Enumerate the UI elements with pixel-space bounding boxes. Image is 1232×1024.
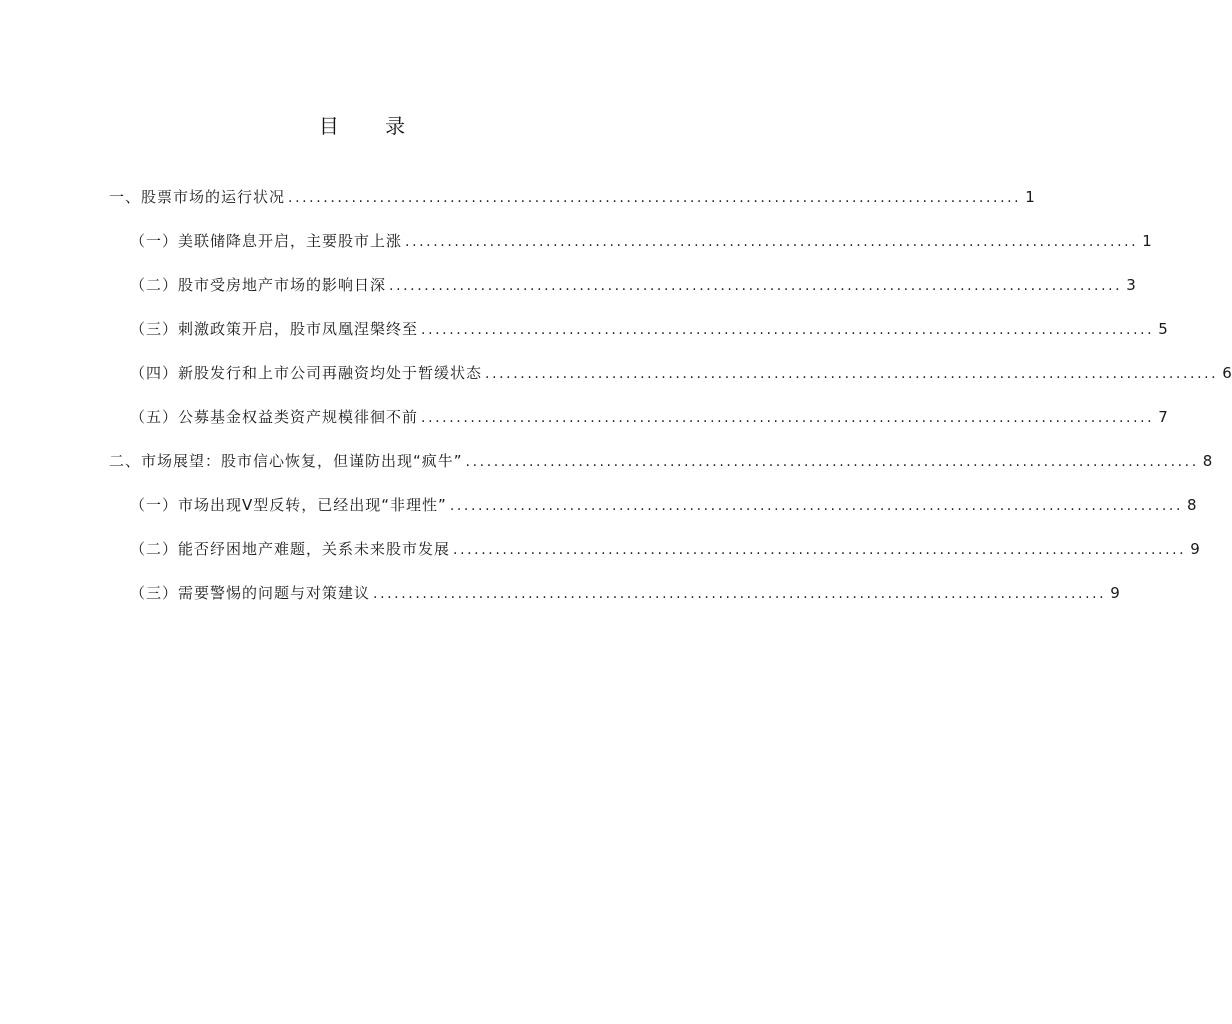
- toc-dot-leader: ........................................................................................................: [449, 498, 1184, 514]
- toc-entry-text: 二、市场展望：股市信心恢复，但谨防出现“疯牛”: [109, 452, 463, 470]
- toc-entry[interactable]: [130, 581, 1120, 605]
- toc-page-number: 6: [1222, 364, 1232, 382]
- toc-entry-text: （一）市场出现V型反转，已经出现“非理性”: [130, 496, 447, 514]
- toc-page-number: 9: [1110, 584, 1120, 602]
- toc-entry-text: （四）新股发行和上市公司再融资均处于暂缓状态: [130, 364, 483, 382]
- toc-entry[interactable]: [130, 405, 1168, 429]
- toc-entry-text: （一）美联储降息开启，主要股市上涨: [130, 232, 403, 250]
- toc-entry[interactable]: [109, 449, 1213, 473]
- toc-entry[interactable]: [109, 185, 1035, 209]
- toc-entry[interactable]: [130, 317, 1168, 341]
- toc-entry[interactable]: [130, 361, 1232, 385]
- toc-dot-leader: ........................................................................................................: [465, 454, 1199, 470]
- toc-page-number: 1: [1025, 188, 1035, 206]
- toc-dot-leader: ........................................................................................................: [421, 410, 1155, 426]
- toc-page-number: 5: [1158, 320, 1168, 338]
- toc-dot-leader: ........................................................................................................: [405, 234, 1139, 250]
- toc-dot-leader: ........................................................................................................: [373, 586, 1107, 602]
- toc-entry-text: （三）刺激政策开启，股市凤凰涅槃终至: [130, 320, 419, 338]
- toc-dot-leader: ........................................................................................................: [288, 190, 1022, 206]
- toc-dot-leader: ........................................................................................................: [453, 542, 1187, 558]
- toc-title: 目 录: [318, 114, 426, 138]
- toc-page-number: 8: [1187, 496, 1197, 514]
- toc-dot-leader: ........................................................................................................: [485, 366, 1219, 382]
- toc-entry[interactable]: [130, 229, 1152, 253]
- toc-dot-leader: ........................................................................................................: [389, 278, 1123, 294]
- toc-entry-text: （二）能否纾困地产难题，关系未来股市发展: [130, 540, 451, 558]
- toc-page-number: 1: [1142, 232, 1152, 250]
- toc-entry-text: （三）需要警惕的问题与对策建议: [130, 584, 371, 602]
- toc-entry-text: 一、股票市场的运行状况: [109, 188, 286, 206]
- toc-entry-text: （二）股市受房地产市场的影响日深: [130, 276, 387, 294]
- toc-entry-text: （五）公募基金权益类资产规模徘徊不前: [130, 408, 419, 426]
- toc-entry[interactable]: [130, 273, 1136, 297]
- toc-entry[interactable]: [130, 493, 1197, 517]
- toc-page-number: 7: [1158, 408, 1168, 426]
- toc-page-number: 3: [1126, 276, 1136, 294]
- toc-page-number: 8: [1202, 452, 1213, 470]
- toc-page-number: 9: [1190, 540, 1200, 558]
- toc-entry[interactable]: [130, 537, 1200, 561]
- toc-dot-leader: ........................................................................................................: [421, 322, 1155, 338]
